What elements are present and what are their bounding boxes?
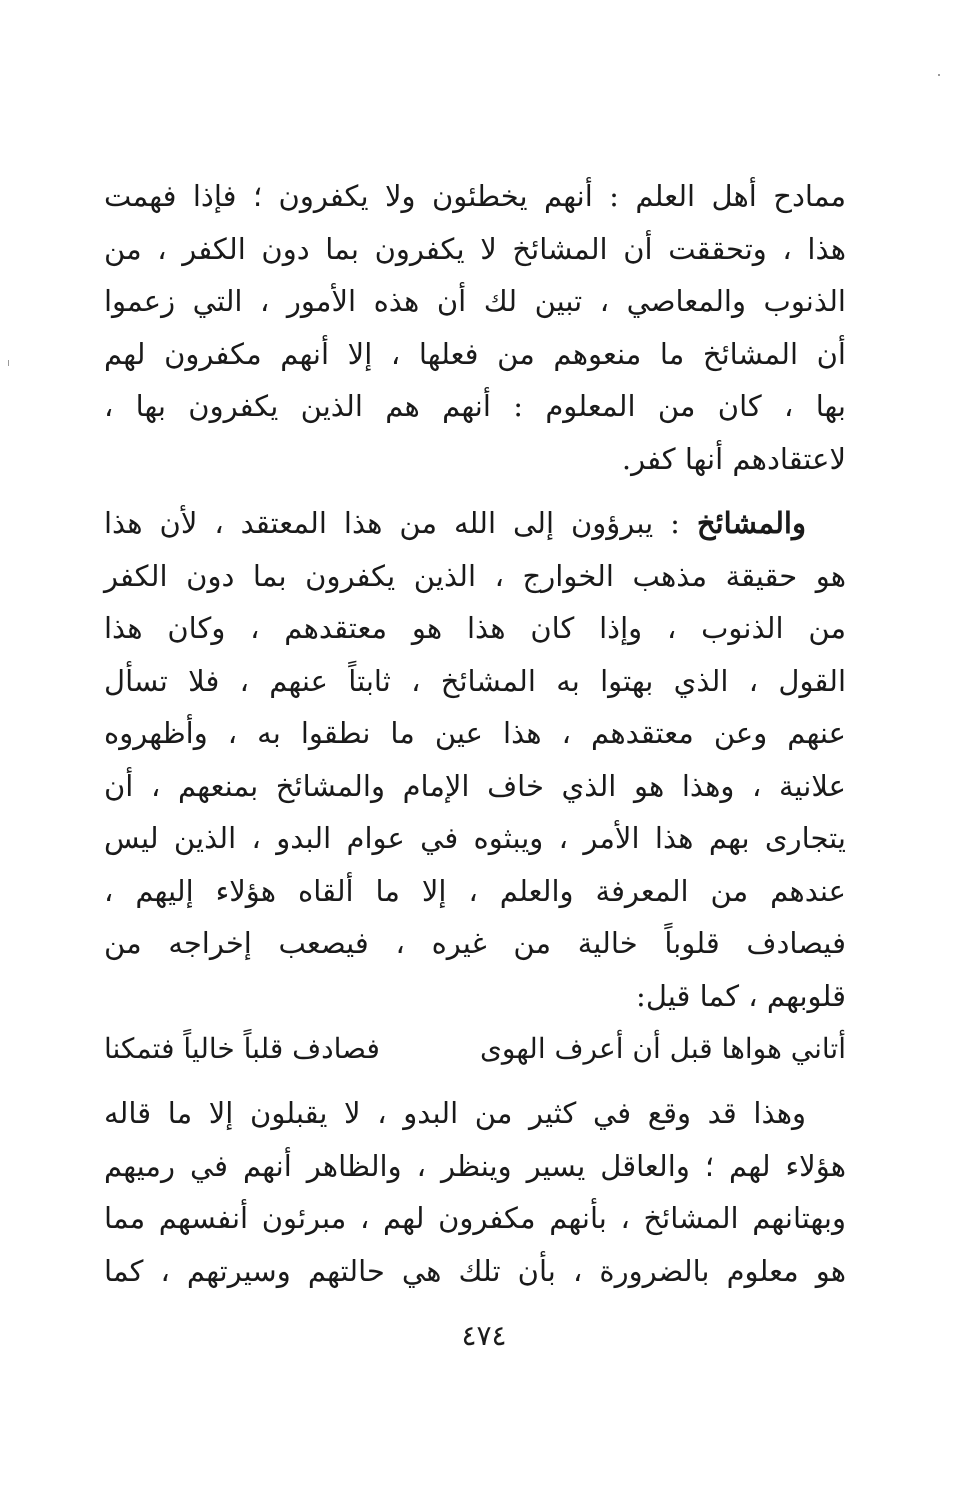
text-line: قلوبهم ، كما قيل: (636, 978, 846, 1013)
text-fragment: : يبرؤون إلى الله من هذا المعتقد ، لأن هذا (104, 506, 697, 540)
verse-second-hemistich: فصادف قلباً خالياً فتمكنا (104, 1032, 380, 1065)
page-number: ٤٧٤ (461, 1319, 507, 1352)
text-line: عنهم وعن معتقدهم ، هذا عين ما نطقوا به ، وأظهروه (104, 716, 846, 750)
text-line: بها ، كان من المعلوم : أنهم هم الذين يكفرون بها ، (104, 389, 846, 423)
poetry-verse (104, 1022, 846, 1076)
text-line: ممادح أهل العلم : أنهم يخطئون ولا يكفرون ؛ فإذا فهمت (104, 179, 846, 213)
text-line: وبهتانهم المشائخ ، بأنهم مكفرون لهم ، مبرئون أنفسهم مما (104, 1201, 846, 1235)
text-line: هو معلوم بالضرورة ، بأن تلك هي حالتهم وسيرتهم ، كما (104, 1253, 846, 1288)
margin-speck (938, 74, 940, 76)
text-line: عندهم من المعرفة والعلم ، إلا ما ألقاه هؤلاء إليهم ، (104, 873, 846, 908)
text-line: وهذا قد وقع في كثير من البدو ، لا يقبلون إلا ما قاله (104, 1096, 806, 1130)
text-line: هذا ، وتحققت أن المشائخ لا يكفرون بما دون الكفر ، من (104, 231, 846, 266)
text-line-first (104, 497, 846, 550)
text-line: هو حقيقة مذهب الخوارج ، الذين يكفرون بما دون الكفر (104, 558, 846, 593)
text-line: لاعتقادهم أنها كفر. (621, 441, 846, 476)
text-line: الذنوب والمعاصي ، تبين لك أن هذه الأمور ، التي زعموا (104, 284, 846, 318)
verse-first-hemistich: أتاني هواها قبل أن أعرف الهوى (480, 1032, 846, 1065)
text-line: يتجارى بهم هذا الأمر ، ويبثوه في عوام البدو ، الذين ليس (104, 821, 846, 855)
paragraph-1 (104, 170, 846, 485)
paragraph-2 (104, 497, 846, 1022)
text-line: علانية ، وهذا هو الذي خاف الإمام والمشائخ بمنعهم ، أن (104, 768, 846, 803)
text-line: القول ، الذي بهتوا به المشائخ ، ثابتاً عنهم ، فلا تسأل (104, 663, 846, 698)
paragraph-3 (104, 1087, 846, 1297)
text-line: هؤلاء لهم ؛ والعاقل يسير وينظر ، والظاهر أنهم في رميهم (104, 1148, 846, 1183)
text-line: من الذنوب ، وإذا كان هذا هو معتقدهم ، وكان هذا (104, 611, 846, 645)
text-line: فيصادف قلوباً خالية من غيره ، فيصعب إخراجه من (104, 926, 846, 960)
text-line: أن المشائخ ما منعوهم من فعلها ، إلا أنهم مكفرون لهم (104, 336, 846, 371)
bold-lead-word: والمشائخ (696, 506, 806, 540)
margin-speck (8, 360, 9, 366)
